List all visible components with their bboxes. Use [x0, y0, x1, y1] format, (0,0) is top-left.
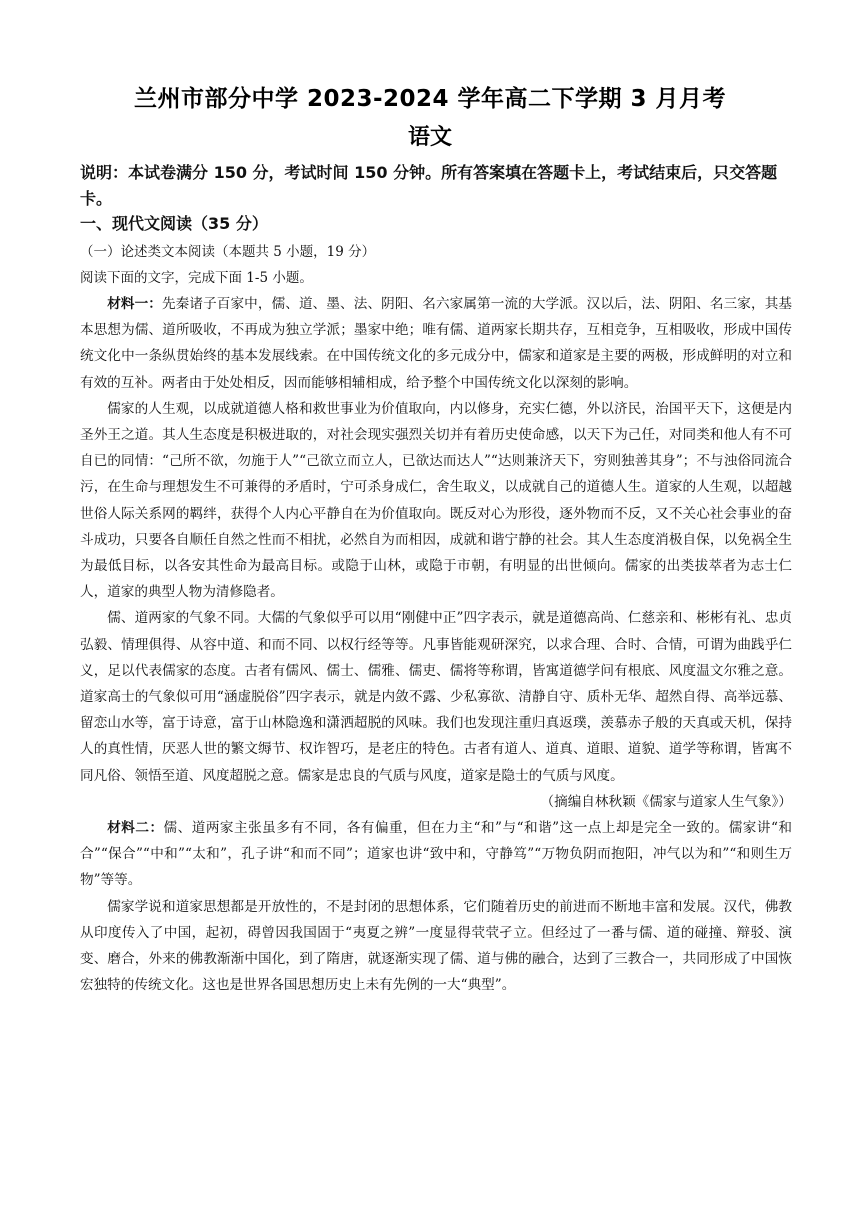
subsection-heading: （一）论述类文本阅读（本题共 5 小题，19 分） — [80, 244, 376, 260]
material2-text: 儒、道两家主张虽多有不同，各有偏重，但在力主“和”与“和谐”这一点上却是完全一致的。儒家讲“和合”“保合”“中和”“太和”，孔子讲“和而不同”；道家也讲“致中和，守静笃”“万物负阴而抱阳，冲气以为和”“和则生万物”等等。 — [80, 820, 792, 889]
material1-paragraph-3: 儒、道两家的气象不同。大儒的气象似乎可以用“刚健中正”四字表示，就是道德高尚、仁慈亲和、彬彬有礼、忠贞弘毅、情理俱得、从容中道、和而不同、以权行经等等。凡事皆能观研深究，以求合理、合时、合情，可谓为曲践乎仁义，足以代表儒家的态度。古者有儒风、儒士、儒雅、儒吏、儒将等称谓，皆寓道德学问有根底、风度温文尔雅之意。道家高士的气象似可用“涵虚脱俗”四字表示，就是内敛不露、少私寡欲、清静自守、质朴无华、超然自得、高举远慕、留恋山水等，富于诗意，富于山林隐逸和潇洒超脱的风味。我们也发现注重归真返璞，羡慕赤子般的天真或天机，保持人的真性情，厌恶人世的繁文缛节、权诈智巧，是老庄的特色。古者有道人、道真、道眼、道貌、道学等称谓，皆寓不同凡俗、领悟至道、风度超脱之意。儒家是忠良的气质与风度，道家是隐士的气质与风度。 — [80, 610, 792, 784]
material1-label: 材料一： — [107, 296, 162, 312]
section-heading: 一、现代文阅读（35 分） — [80, 214, 268, 233]
material1-source: （摘编自林秋颖《儒家与道家人生气象》） — [540, 793, 792, 810]
material2-paragraph-1 — [80, 815, 792, 894]
subject-title: 语文 — [407, 125, 452, 150]
material2-paragraph-2: 儒家学说和道家思想都是开放性的，不是封闭的思想体系，它们随着历史的前进而不断地丰富和发展。汉代，佛教从印度传入了中国，起初，碍曾因我国固于“夷夏之辨”一度显得茕茕孑立。但经过了一番与儒、道的碰撞、辩驳、演变、磨合，外来的佛教渐渐中国化，到了隋唐，就逐渐实现了儒、道与佛的融合，达到了三教合一，共同形成了中国恢宏独特的传统文化。这也是世界各国思想历史上未有先例的一大“典型”。 — [80, 898, 792, 994]
material1-paragraph-1 — [80, 291, 792, 396]
material2-label: 材料二： — [107, 820, 164, 837]
instructions: 说明：本试卷满分 150 分，考试时间 150 分钟。所有答案填在答题卡上，考试结束后，只交答题卡。 — [80, 163, 778, 208]
reading-passage — [80, 291, 792, 998]
material1-text: 先秦诸子百家中，儒、道、墨、法、阴阳、名六家属第一流的大学派。汉以后，法、阴阳、名三家，其基本思想为儒、道所吸收，不再成为独立学派；墨家中绝；唯有儒、道两家长期共存，互相竞争，互相吸收，形成中国传统文化中一条纵贯始终的基本发展线索。在中国传统文化的多元成分中，儒家和道家是主要的两极，形成鲜明的对立和有效的互补。两者由于处处相反，因而能够相辅相成，给予整个中国传统文化以深刻的影响。 — [80, 296, 792, 391]
reading-directions: 阅读下面的文字，完成下面 1-5 小题。 — [80, 270, 313, 286]
material1-paragraph-2: 儒家的人生观，以成就道德人格和救世事业为价值取向，内以修身，充实仁德，外以济民，治国平天下，这便是内圣外王之道。其人生态度是积极进取的，对社会现实强烈关切并有着历史使命感，以天下为己任，对同类和他人有不可自已的同情：“己所不欲，勿施于人”“己欲立而立人，已欲达而达人”“达则兼济天下，穷则独善其身”；不与浊俗同流合污，在生命与理想发生不可兼得的矛盾时，宁可杀身成仁，舍生取义，以成就自己的道德人生。道家的人生观，以超越世俗人际关系网的羁绊，获得个人内心平静自在为价值取向。既反对心为形役，逐外物而不反，又不关心社会事业的奋斗成功，只要各自顺任自然之性而不相扰，必然自为而相因，成就和谐宁静的社会。其人生态度消极自保，以免祸全生为最低目标，以各安其性命为最高目标。或隐于山林，或隐于市朝，有明显的出世倾向。儒家的出类拔萃者为志士仁人，道家的典型人物为清修隐者。 — [80, 400, 792, 601]
exam-title: 兰州市部分中学 2023-2024 学年高二下学期 3 月月考 — [133, 86, 727, 112]
